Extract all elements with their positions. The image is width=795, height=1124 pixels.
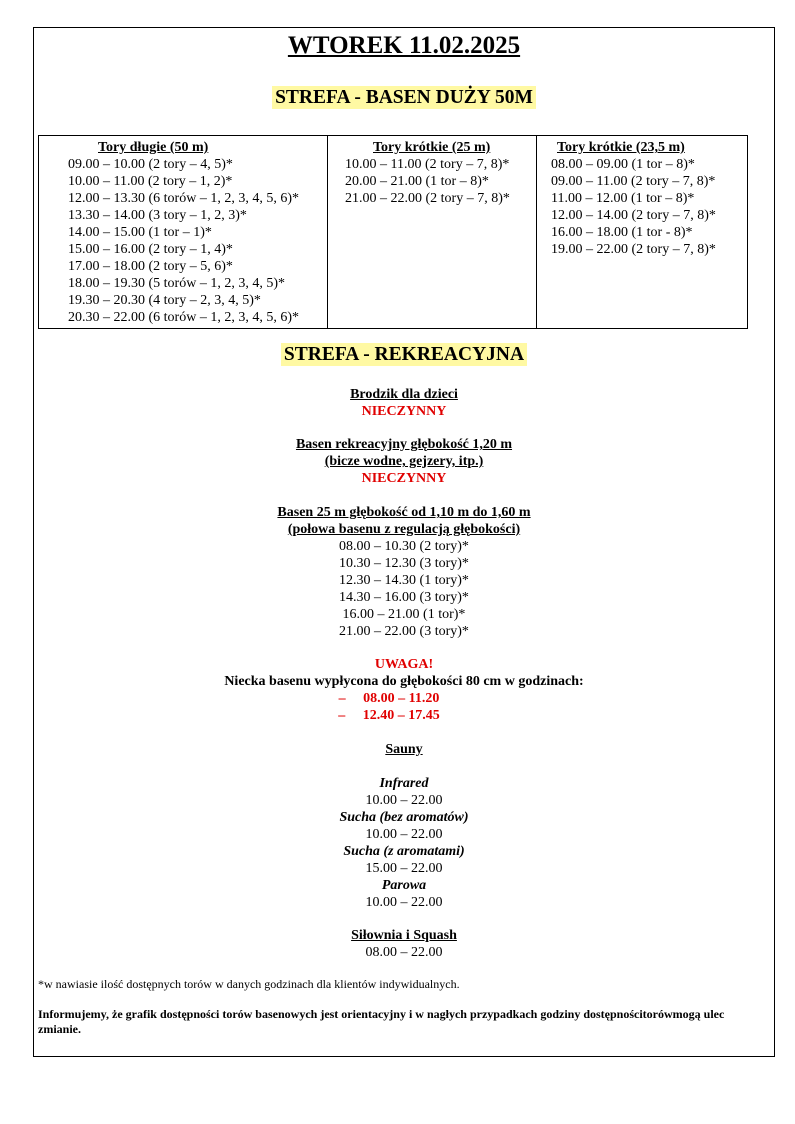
sauna-hours: 15.00 – 22.00 [365, 861, 443, 876]
kids-pool-status: NIECZYNNY [361, 404, 447, 419]
lane-row: 12.00 – 14.00 (2 tory – 7, 8)* [551, 208, 716, 223]
lane-row: 15.00 – 16.00 (2 tory – 1, 4)* [68, 242, 233, 257]
gym-hours: 08.00 – 22.00 [365, 945, 443, 960]
pool-25-row: 12.30 – 14.30 (1 tory)* [339, 573, 469, 588]
sauna-name: Sucha (bez aromatów) [339, 810, 469, 825]
info-note: Informujemy, że grafik dostępności torów basenowych jest orientacyjny i w nagłych przypadkach godziny dostępnościtorówmogą ulec zmianie. [38, 1007, 725, 1036]
lane-row: 13.30 – 14.00 (3 tory – 1, 2, 3)* [68, 208, 247, 223]
lane-row: 20.00 – 21.00 (1 tor – 8)* [345, 174, 489, 189]
short-lanes-25-column [328, 136, 537, 329]
lanes-table [38, 135, 748, 329]
zone-heading-large-pool: STREFA - BASEN DUŻY 50M [34, 87, 774, 109]
sauna-name: Parowa [381, 878, 427, 893]
gym-title: Siłownia i Squash [351, 928, 457, 943]
sauna-hours: 10.00 – 22.00 [365, 793, 443, 808]
pool-25-row: 21.00 – 22.00 (3 tory)* [339, 624, 469, 639]
short-lanes-25-header: Tory krótkie (25 m) [373, 140, 491, 155]
lane-row: 10.00 – 11.00 (2 tory – 7, 8)* [345, 157, 510, 172]
schedule-frame [33, 27, 775, 1057]
kids-pool-title: Brodzik dla dzieci [350, 387, 458, 402]
short-lanes-23-column [537, 136, 748, 329]
footnote: *w nawiasie ilość dostępnych torów w danych godzinach dla klientów indywidualnych. [38, 977, 460, 991]
pool-25-row: 08.00 – 10.30 (2 tory)* [339, 539, 469, 554]
lane-row: 18.00 – 19.30 (5 torów – 1, 2, 3, 4, 5)* [68, 276, 285, 291]
pool-25-title: Basen 25 m głębokość od 1,10 m do 1,60 m [277, 505, 531, 520]
saunas-title: Sauny [385, 742, 423, 757]
lane-row: 20.30 – 22.00 (6 torów – 1, 2, 3, 4, 5, 6)* [68, 310, 299, 325]
lane-row: 19.30 – 20.30 (4 tory – 2, 3, 4, 5)* [68, 293, 261, 308]
lane-row: 19.00 – 22.00 (2 tory – 7, 8)* [551, 242, 716, 257]
sauna-name: Infrared [379, 776, 429, 791]
lane-row: 14.00 – 15.00 (1 tor – 1)* [68, 225, 212, 240]
long-lanes-column [39, 136, 328, 329]
zone-heading-recreation: STREFA - REKREACYJNA [34, 344, 774, 366]
recreation-pool-title: Basen rekreacyjny głębokość 1,20 m [295, 437, 513, 452]
lane-row: 21.00 – 22.00 (2 tory – 7, 8)* [345, 191, 510, 206]
pool-25-section [34, 504, 774, 640]
warning-section [34, 656, 774, 724]
recreation-pool-status: NIECZYNNY [361, 471, 447, 486]
lane-row: 09.00 – 10.00 (2 tory – 4, 5)* [68, 157, 233, 172]
lane-row: 16.00 – 18.00 (1 tor - 8)* [551, 225, 693, 240]
warning-text: Niecka basenu wypłycona do głębokości 80 cm w godzinach: [224, 674, 584, 689]
sauna-name: Sucha (z aromatami) [343, 844, 465, 859]
page-title: WTOREK 11.02.2025 [287, 32, 521, 59]
long-lanes-header: Tory długie (50 m) [98, 140, 209, 155]
pool-25-row: 16.00 – 21.00 (1 tor)* [342, 607, 466, 622]
warning-label: UWAGA! [374, 657, 434, 672]
lane-row: 12.00 – 13.30 (6 torów – 1, 2, 3, 4, 5, 6)* [68, 191, 299, 206]
pool-25-subtitle: (połowa basenu z regulacją głębokości) [287, 522, 521, 537]
lane-row: 11.00 – 12.00 (1 tor – 8)* [551, 191, 695, 206]
recreation-pool-section [34, 436, 774, 487]
lane-row: 10.00 – 11.00 (2 tory – 1, 2)* [68, 174, 233, 189]
pool-25-row: 14.30 – 16.00 (3 tory)* [339, 590, 469, 605]
lane-row: 08.00 – 09.00 (1 tor – 8)* [551, 157, 695, 172]
lane-row: 17.00 – 18.00 (2 tory – 5, 6)* [68, 259, 233, 274]
pool-25-row: 10.30 – 12.30 (3 tory)* [339, 556, 469, 571]
kids-pool-section [34, 386, 774, 420]
sauna-hours: 10.00 – 22.00 [365, 827, 443, 842]
saunas-section [34, 741, 774, 911]
short-lanes-23-header: Tory krótkie (23,5 m) [557, 140, 685, 155]
warning-time: – 08.00 – 11.20 [338, 691, 440, 706]
recreation-pool-subtitle: (bicze wodne, gejzery, itp.) [324, 454, 484, 469]
sauna-hours: 10.00 – 22.00 [365, 895, 443, 910]
warning-time: – 12.40 – 17.45 [338, 708, 440, 723]
lane-row: 09.00 – 11.00 (2 tory – 7, 8)* [551, 174, 716, 189]
gym-section [34, 927, 774, 961]
